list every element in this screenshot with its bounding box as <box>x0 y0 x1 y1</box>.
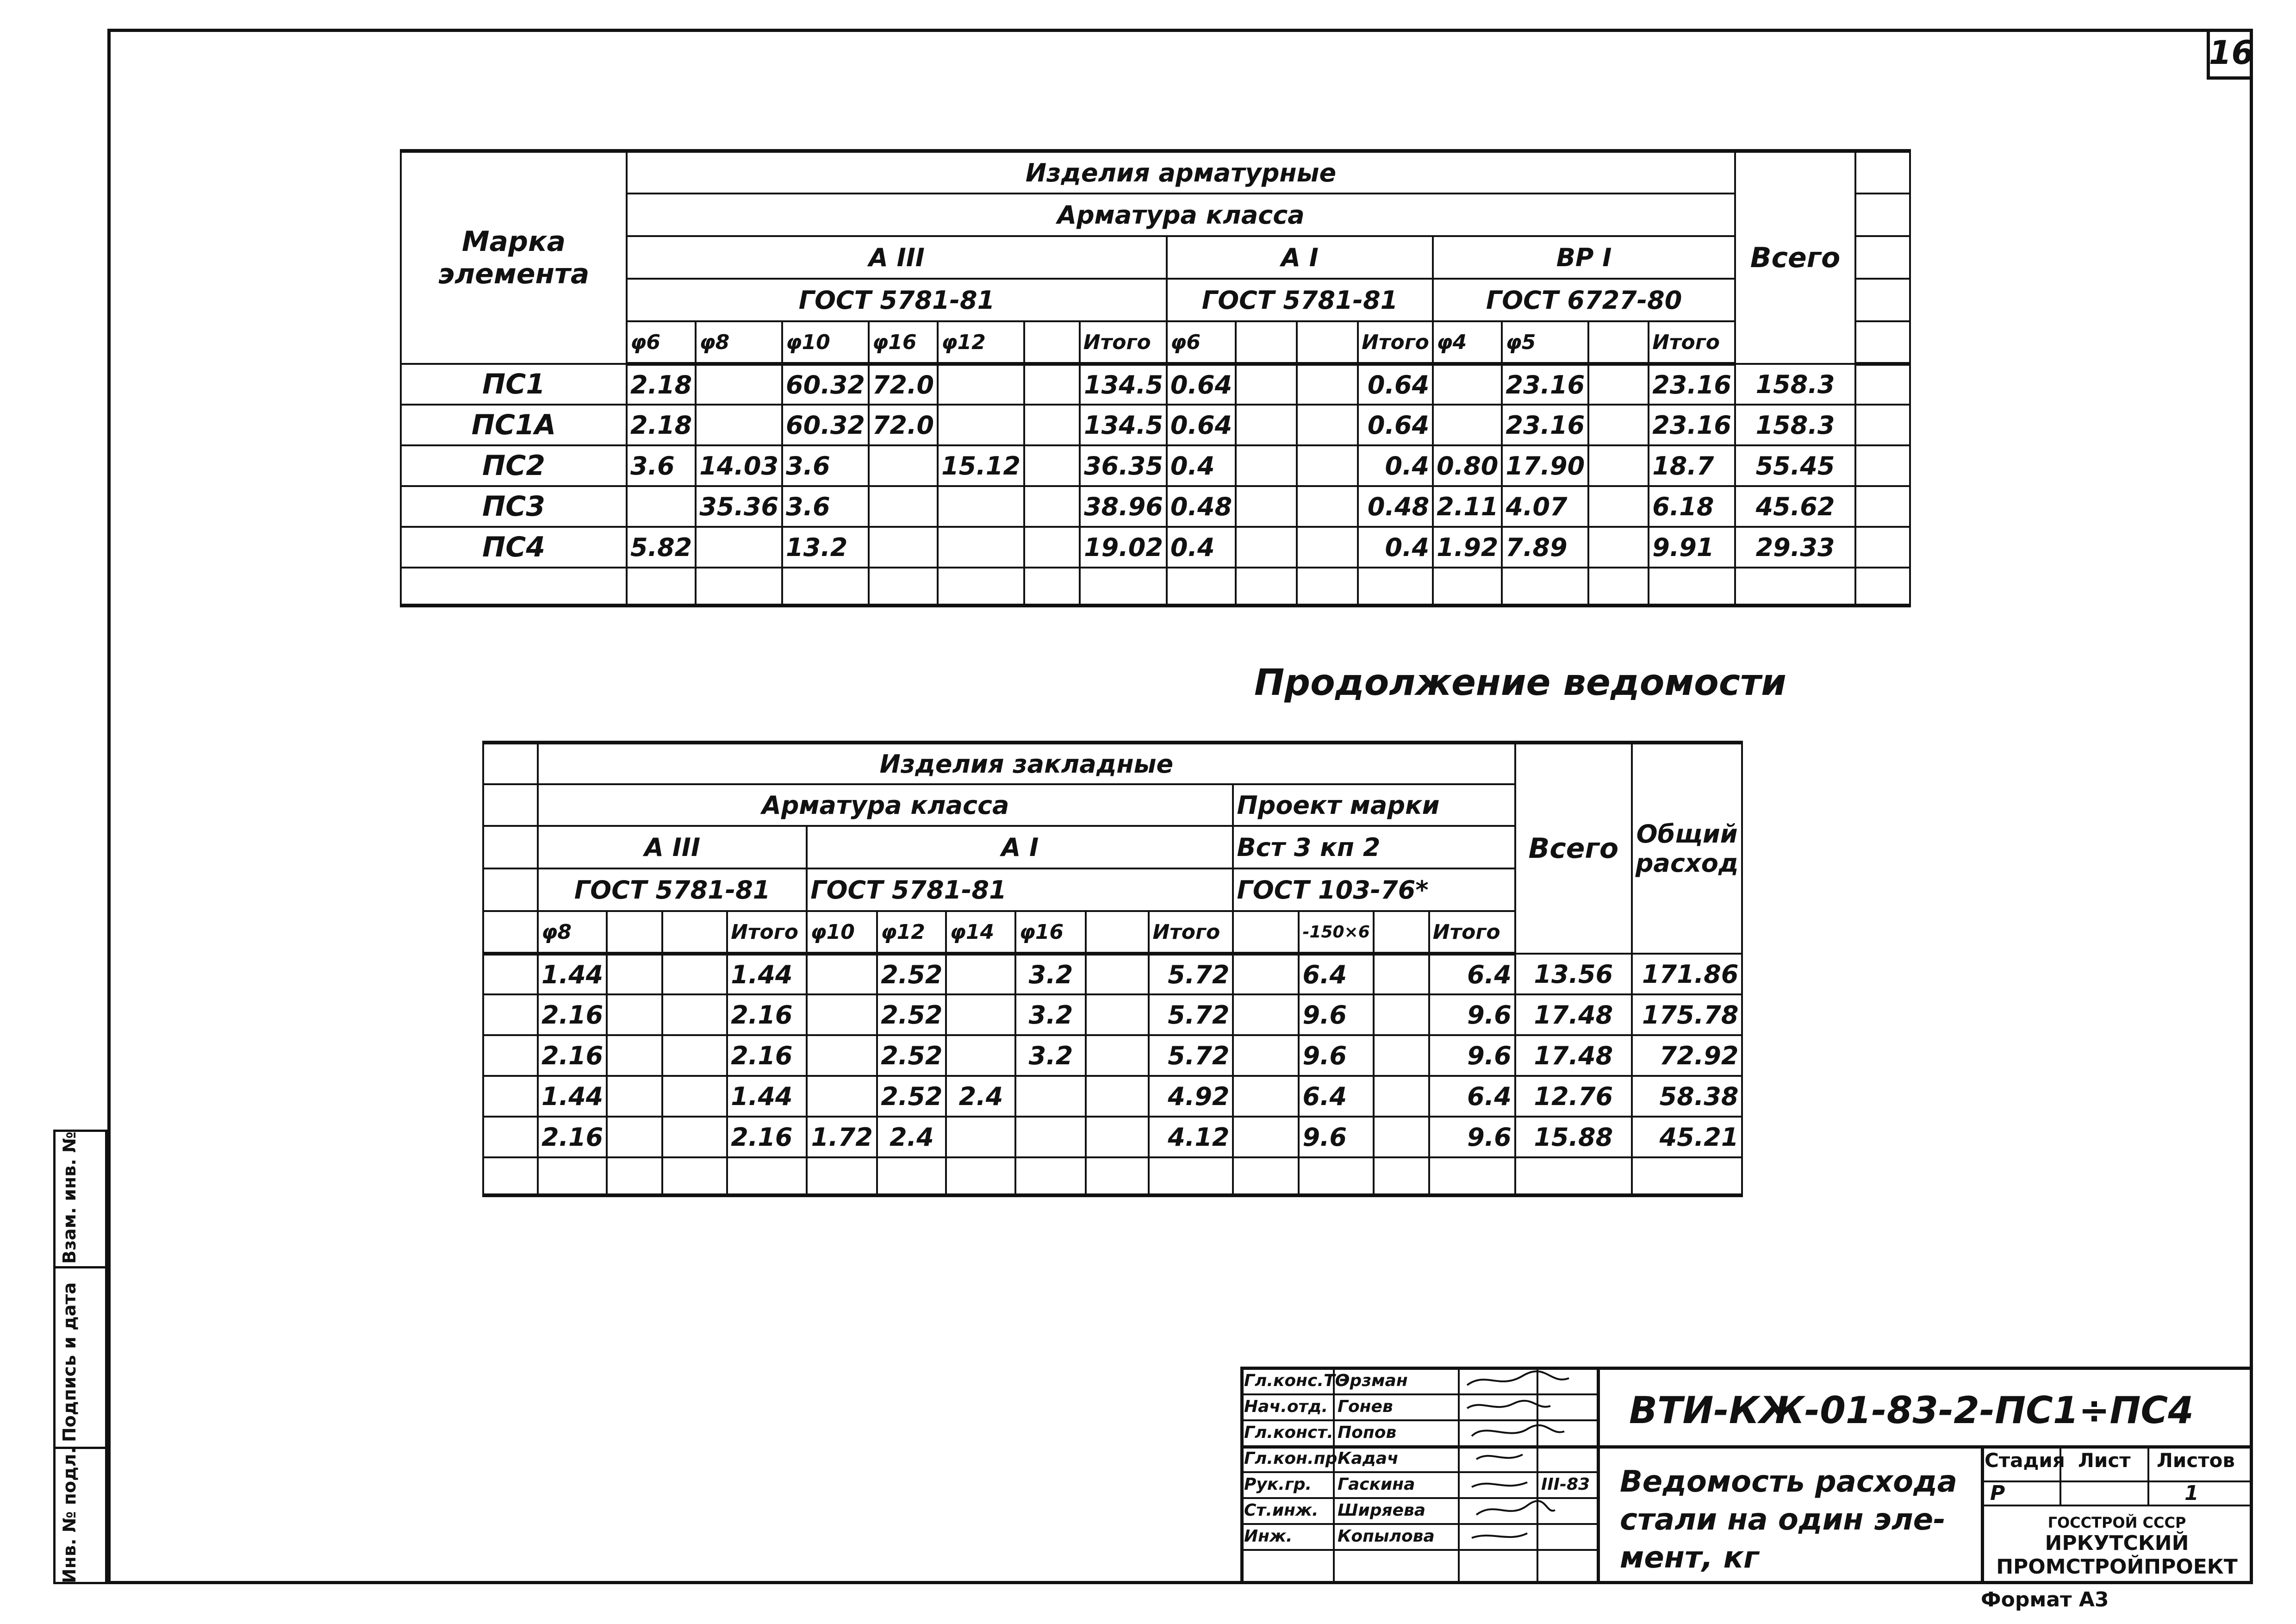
table-row: ПС4 5.82 13.2 19.02 0.4 0.4 1.92 7.89 9.91 29.33 <box>401 527 1910 568</box>
person-name: Попов <box>1338 1423 1397 1442</box>
diam-header: φ4 <box>1433 321 1502 364</box>
steel-AIII: А III <box>627 236 1167 279</box>
sheets-header: Листов <box>2157 1449 2235 1472</box>
diam-header: φ16 <box>1015 911 1086 954</box>
side-stamp-replacement: Взам. инв. № <box>59 1131 80 1264</box>
sign-date: III-83 <box>1541 1475 1590 1494</box>
steel-BPI: ВР I <box>1433 236 1735 279</box>
side-stamp-signature: Подпись и дата <box>59 1282 80 1442</box>
sheet-header: Лист <box>2078 1449 2131 1472</box>
steel-AIII: А III <box>538 826 807 868</box>
diam-header <box>1588 321 1649 364</box>
table-row <box>483 1157 1742 1195</box>
diam-header <box>1374 911 1429 954</box>
diam-header: φ10 <box>782 321 869 364</box>
table-row: 2.16 2.16 2.52 3.2 5.72 9.6 9.6 17.48 175.78 <box>483 994 1742 1035</box>
steel-AI: А I <box>807 826 1233 868</box>
side-stamp-inventory: Инв. № подл. <box>59 1447 80 1583</box>
mark-header: Марка элемента <box>401 151 627 364</box>
table-row: 2.16 2.16 1.72 2.4 4.12 9.6 9.6 15.88 45.21 <box>483 1117 1742 1157</box>
signatures-graphic <box>1458 1367 1597 1549</box>
diam-header: φ14 <box>946 911 1015 954</box>
gost-AIII: ГОСТ 5781-81 <box>627 279 1167 321</box>
role: Нач.отд. <box>1244 1397 1328 1416</box>
diam-header: φ6 <box>1167 321 1236 364</box>
role: Гл.конс.ТО <box>1244 1371 1350 1390</box>
diam-header: φ12 <box>877 911 946 954</box>
role: Гл.кон.пр. <box>1244 1449 1344 1468</box>
diam-header: φ8 <box>538 911 607 954</box>
stage-header: Стадия <box>1985 1449 2065 1472</box>
person-name: Ширяева <box>1338 1501 1426 1520</box>
steel-AI: А I <box>1167 236 1433 279</box>
person-name: Гонев <box>1338 1397 1393 1416</box>
diam-header: Итого <box>727 911 807 954</box>
document-code: ВТИ-КЖ-01-83-2-ПС1÷ПС4 <box>1629 1389 2194 1432</box>
person-name: Копылова <box>1338 1527 1435 1546</box>
table-row: 1.44 1.44 2.52 3.2 5.72 6.4 6.4 13.56 171.86 <box>483 954 1742 994</box>
continuation-title: Продолжение ведомости <box>1254 662 1786 704</box>
class-title: Арматура класса <box>627 194 1735 236</box>
person-name: Эрзман <box>1338 1371 1408 1390</box>
diam-header <box>1024 321 1080 364</box>
diam-header: Итого <box>1429 911 1515 954</box>
diam-header <box>607 911 662 954</box>
diam-header: φ8 <box>696 321 782 364</box>
stage-value: Р <box>1990 1481 2005 1505</box>
steel-vst: Вст 3 кп 2 <box>1233 826 1515 868</box>
project-title: Проект марки <box>1233 784 1515 826</box>
role: Ст.инж. <box>1244 1501 1319 1520</box>
diam-header: -150×6 <box>1299 911 1373 954</box>
table-row: ПС3 35.36 3.6 38.96 0.48 0.48 2.11 4.07 6.18 45.62 <box>401 486 1910 527</box>
total-header: Всего <box>1735 151 1855 364</box>
diam-header: φ6 <box>627 321 696 364</box>
group-title: Изделия арматурные <box>627 151 1735 194</box>
diam-header <box>1297 321 1358 364</box>
reinforcement-table <box>400 149 1911 607</box>
person-name: Кадач <box>1338 1449 1399 1468</box>
gost-AI: ГОСТ 5781-81 <box>1167 279 1433 321</box>
diam-header: φ5 <box>1502 321 1588 364</box>
sheet-value: 1 <box>2184 1481 2199 1505</box>
document-title: Ведомость расхода стали на один эле- мент, кг <box>1620 1465 1957 1575</box>
role: Гл.конст. <box>1244 1423 1333 1442</box>
sheet-format: Формат А3 <box>1981 1588 2109 1612</box>
grand-total-header: Общий расход <box>1632 743 1742 954</box>
diam-header: Итого <box>1649 321 1735 364</box>
page-number: 16 <box>2207 29 2253 80</box>
diam-header: φ12 <box>938 321 1024 364</box>
diam-header: Итого <box>1080 321 1167 364</box>
role: Инж. <box>1244 1527 1293 1546</box>
diam-header: Итого <box>1358 321 1433 364</box>
role: Рук.гр. <box>1244 1475 1312 1494</box>
gost-AIII: ГОСТ 5781-81 <box>538 868 807 911</box>
organization: ГОССТРОЙ СССР ИРКУТСКИЙ ПРОМСТРОЙПРОЕКТ <box>1996 1514 2238 1579</box>
class-title: Арматура класса <box>538 784 1233 826</box>
table-row <box>401 568 1910 606</box>
gost-BPI: ГОСТ 6727-80 <box>1433 279 1735 321</box>
diam-header: Итого <box>1149 911 1233 954</box>
table-row: 2.16 2.16 2.52 3.2 5.72 9.6 9.6 17.48 72.92 <box>483 1035 1742 1076</box>
diam-header: φ10 <box>807 911 877 954</box>
person-name: Гаскина <box>1338 1475 1415 1494</box>
diam-header <box>662 911 727 954</box>
table-row: ПС2 3.6 14.03 3.6 15.12 36.35 0.4 0.4 0.80 17.90 18.7 55.45 <box>401 445 1910 486</box>
table-row: 1.44 1.44 2.52 2.4 4.92 6.4 6.4 12.76 58.38 <box>483 1076 1742 1117</box>
gost-AI: ГОСТ 5781-81 <box>807 868 1233 911</box>
group-title: Изделия закладные <box>538 743 1515 784</box>
diam-header: φ16 <box>869 321 938 364</box>
embedded-items-table <box>482 741 1743 1197</box>
table-row: ПС1 2.18 60.32 72.0 134.5 0.64 0.64 23.16 23.16 158.3 <box>401 364 1910 405</box>
diam-header <box>1086 911 1149 954</box>
diam-header <box>1233 911 1299 954</box>
table-row: ПС1А 2.18 60.32 72.0 134.5 0.64 0.64 23.16 23.16 158.3 <box>401 405 1910 445</box>
diam-header <box>1236 321 1297 364</box>
gost-vst: ГОСТ 103-76* <box>1233 868 1515 911</box>
side-stamp <box>53 1130 107 1584</box>
total-header: Всего <box>1515 743 1632 954</box>
